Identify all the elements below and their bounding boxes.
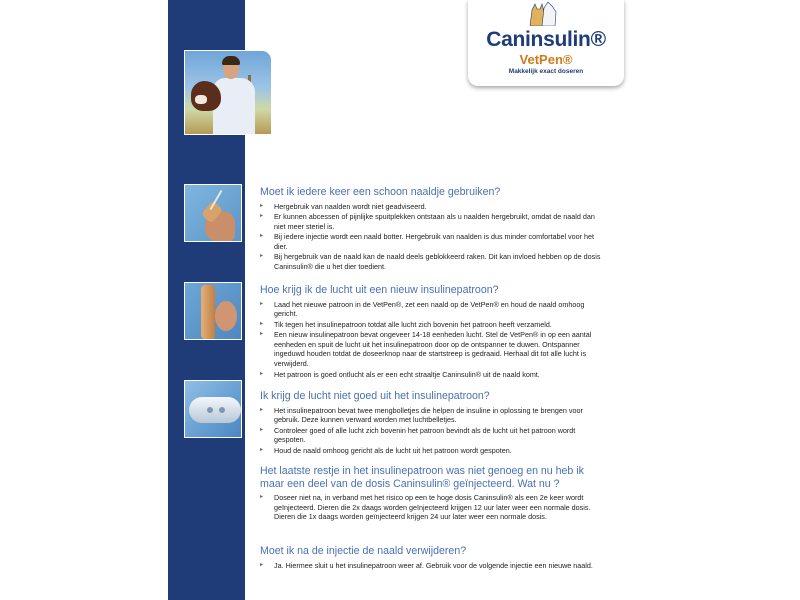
faq-question: Moet ik na de injectie de naald verwijderen? (260, 545, 467, 557)
list-item (260, 320, 605, 330)
finger-shape (215, 301, 237, 331)
bullet-icon: ▸ (260, 426, 264, 433)
bullet-icon: ▸ (260, 300, 264, 307)
pen-cartridge-photo (184, 282, 242, 340)
bullet-icon: ▸ (260, 253, 264, 260)
faq-answer-list (260, 561, 605, 571)
faq-question: Ik krijg de lucht niet goed uit het insulinepatroon? (260, 390, 490, 402)
bullet-icon: ▸ (260, 202, 264, 209)
pen-needle-photo (184, 184, 242, 242)
pen-shape (201, 285, 215, 339)
bullet-icon: ▸ (260, 406, 264, 413)
brand-name: Caninsulin® (486, 28, 606, 51)
list-item-text: Een nieuw insulinepatroon bevat ongeveer 14-18 eenheden lucht. Stel de VetPen® in op een aantal eenheden en spuit de lucht uit het insulinepatroon door op de ontspanner te duwen. Ontspanner ingeduwd houden totdat de doseerknop naar de startstreep is gedraaid. Herhaal dit tot alle lucht is verwijderd. (274, 330, 592, 369)
bullet-icon: ▸ (260, 494, 264, 500)
list-item (260, 202, 605, 212)
list-item-text: Controleer goed of alle lucht zich bovenin het patroon bevindt als de lucht uit het patroon wordt gespoten. (274, 425, 576, 445)
bullet-icon: ▸ (260, 446, 264, 453)
list-item (260, 300, 605, 319)
faq-question: Het laatste restje in het insulinepatroon was niet genoeg en nu heb ik maar een deel van de dosis Caninsulin® geïnjecteerd. Wat nu ? (260, 465, 584, 490)
list-item-text: Het insulinepatroon bevat twee mengbolletjes die helpen de insuline in oplossing te brengen voor gebruik. Deze kunnen verward worden met luchtbelletjes. (274, 405, 583, 425)
cartridge-shape (189, 397, 241, 423)
list-item-text: Hergebruik van naalden wordt niet geadviseerd. (274, 201, 427, 211)
list-item (260, 212, 605, 231)
list-item (260, 426, 605, 445)
mixing-bead-shape (207, 407, 213, 413)
faq-section (260, 186, 605, 273)
faq-answer-list (260, 202, 605, 272)
list-item-text: Ja. Hiermee sluit u het insulinepatroon weer af. Gebruik voor de volgende injectie een nieuwe naald. (274, 560, 593, 570)
list-item-text: Houd de naald omhoog gericht als de lucht uit het patroon wordt gespoten. (274, 445, 512, 455)
man-with-dog-photo (184, 50, 272, 135)
dog-snout-shape (195, 95, 207, 104)
faq-answer-list (260, 406, 605, 456)
list-item (260, 406, 605, 425)
faq-question: Hoe krijg ik de lucht uit een nieuw insulinepatroon? (260, 284, 499, 296)
faq-section (260, 390, 605, 456)
list-item-text: Bij hergebruik van de naald kan de naald deels geblokkeerd raken. Dit kan invloed hebben op de dosis Caninsulin® die u het dier toedient. (274, 252, 601, 272)
list-item-text: Bij iedere injectie wordt een naald botter. Hergebruik van naalden is dus minder comfortabel voor het dier. (274, 232, 595, 251)
man-hair-shape (222, 56, 240, 65)
list-item-text: Het patroon is goed ontlucht als er een echt straaltje Caninsulin® uit de naald komt. (274, 369, 540, 379)
faq-section (260, 545, 605, 571)
bullet-icon: ▸ (260, 320, 264, 327)
faq-section (260, 284, 605, 380)
brand-tagline: Makkelijk exact doseren (508, 68, 584, 75)
faq-answer-list (260, 493, 605, 522)
list-item (260, 232, 605, 251)
faq-section (260, 465, 605, 523)
list-item-text: Er kunnen abcessen of pijnlijke spuitplekken ontstaan als u naalden hergebruikt, omdat de naald dan niet meer steriel is. (274, 212, 595, 231)
product-name: VetPen® (519, 52, 573, 67)
faq-question: Moet ik iedere keer een schoon naaldje gebruiken? (260, 186, 501, 198)
insulin-cartridge-closeup-photo (184, 380, 242, 438)
list-item-text: Laad het nieuwe patroon in de VetPen®, zet een naald op de VetPen® en houd de naald omhoog gericht. (274, 299, 585, 319)
bullet-icon: ▸ (260, 370, 264, 377)
list-item (260, 330, 605, 368)
man-shirt-shape (213, 78, 255, 134)
list-item (260, 370, 605, 380)
list-item (260, 446, 605, 456)
faq-answer-list (260, 300, 605, 380)
cat-dog-logo-icon (526, 0, 558, 26)
mixing-bead-shape (219, 407, 225, 413)
list-item (260, 493, 605, 522)
caninsulin-logo (468, 0, 624, 86)
bullet-icon: ▸ (260, 331, 264, 338)
list-item-text: Tik tegen het insulinepatroon totdat alle lucht zich bovenin het patroon heeft verzameld. (274, 319, 552, 329)
bullet-icon: ▸ (260, 561, 264, 568)
list-item (260, 561, 605, 571)
bullet-icon: ▸ (260, 233, 264, 240)
list-item-text: Doseer niet na, in verband met het risico op een te hoge dosis Caninsulin® als een 2e keer wordt geïnjecteerd. Dieren die 2x daags worden geïnjecteerd krijgen 12 uur later weer een normale dosis. Dieren die 1x daags worden geïnjecteerd krijgen 24 uur later weer een normale dosis. (274, 493, 591, 522)
list-item (260, 252, 605, 271)
bullet-icon: ▸ (260, 213, 264, 220)
